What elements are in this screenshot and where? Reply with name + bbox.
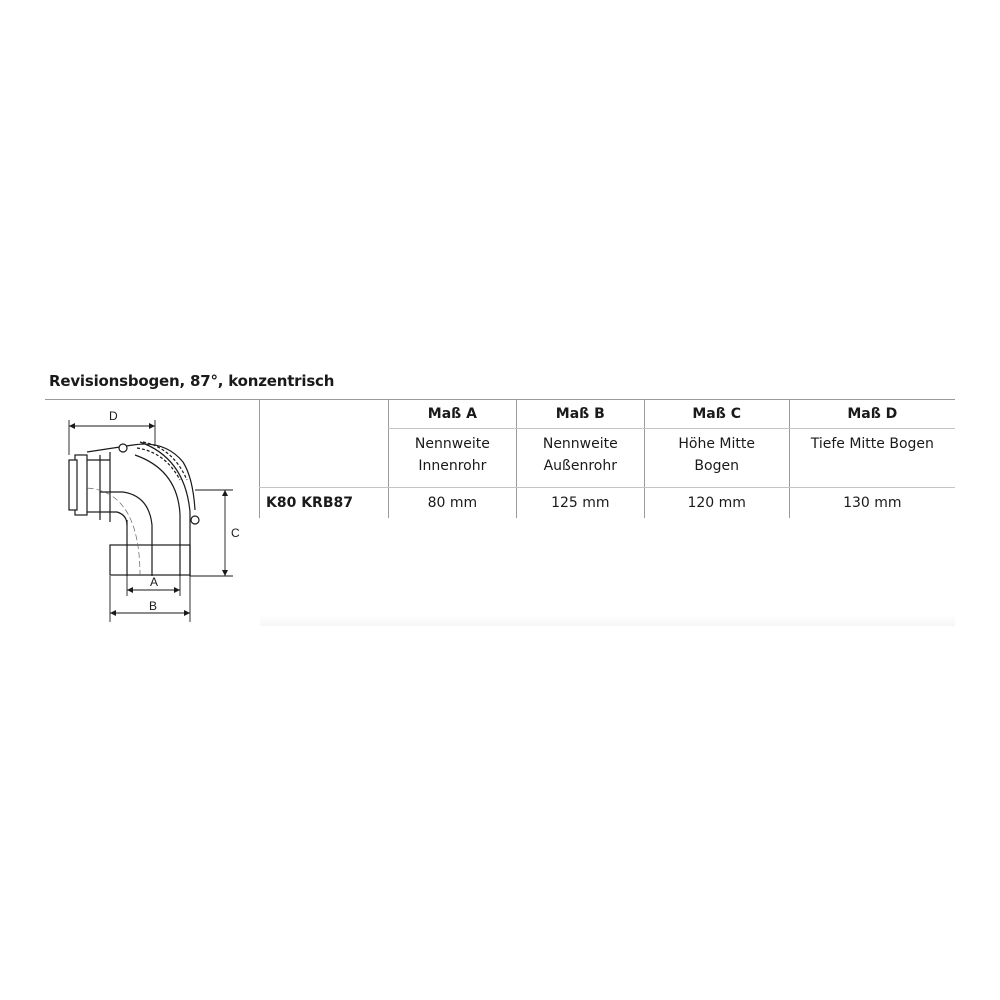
dim-d-arrow-right [149, 423, 155, 429]
value-mass-a: 80 mm [388, 488, 516, 519]
specification-table [259, 400, 955, 518]
elbow-drawing-svg [45, 400, 260, 626]
description-line: Höhe Mitte [678, 436, 755, 452]
description-line: Nennweite [414, 436, 490, 452]
description-line: Nennweite [542, 436, 618, 452]
clamp-screw-top [119, 444, 127, 452]
table-description-row [260, 429, 956, 488]
label-a: A [150, 575, 159, 589]
description-line: Innenrohr [418, 458, 487, 474]
dim-b-arrow-left [110, 610, 116, 616]
value-mass-c: 120 mm [644, 488, 789, 519]
header-mass-a: Maß A [388, 400, 516, 429]
dim-b-arrow-right [184, 610, 190, 616]
table-header-blank [260, 400, 389, 429]
description-line: Tiefe Mitte Bogen [810, 436, 934, 452]
description-mass-d [789, 429, 955, 488]
header-mass-d: Maß D [789, 400, 955, 429]
dim-a-arrow-right [174, 587, 180, 593]
model-cell: K80 KRB87 [260, 488, 389, 519]
header-mass-b: Maß B [516, 400, 644, 429]
label-b: B [149, 599, 158, 613]
description-mass-a [388, 429, 516, 488]
bend-inner [100, 512, 127, 525]
value-mass-d: 130 mm [789, 488, 955, 519]
dim-a-arrow-left [127, 587, 133, 593]
description-mass-c [644, 429, 789, 488]
technical-drawing [45, 400, 260, 626]
table-header-row [260, 400, 956, 429]
header-mass-c: Maß C [644, 400, 789, 429]
socket-left-seal [69, 460, 77, 510]
dim-c-arrow-bottom [222, 570, 228, 576]
dim-d-arrow-left [69, 423, 75, 429]
description-line: Außenrohr [543, 458, 617, 474]
value-mass-b: 125 mm [516, 488, 644, 519]
label-d: D [109, 409, 118, 423]
table-row [260, 488, 956, 519]
page-title: Revisionsbogen, 87°, konzentrisch [49, 372, 335, 390]
label-c: C [231, 526, 240, 540]
description-mass-b [516, 429, 644, 488]
clamp-screw-side [191, 516, 199, 524]
description-blank [260, 429, 389, 488]
dim-c-arrow-top [222, 490, 228, 496]
pipe-bottom-outer [110, 545, 190, 575]
description-line: Bogen [694, 458, 739, 474]
